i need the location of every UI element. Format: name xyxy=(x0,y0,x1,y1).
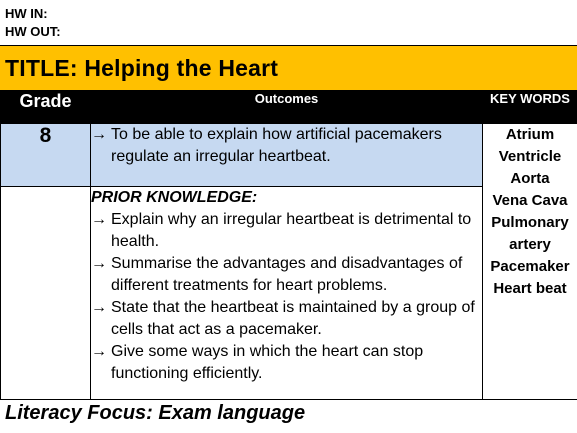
outcome-text: To be able to explain how artificial pacemakers regulate an irregular heartbeat. xyxy=(111,126,442,165)
outcomes-table xyxy=(0,90,577,400)
page-title: TITLE: Helping the Heart xyxy=(5,55,279,81)
hw-out-label: HW OUT: xyxy=(5,24,61,39)
grade-row xyxy=(1,124,577,187)
prior-knowledge-item: Explain why an irregular heartbeat is detrimental to health. xyxy=(111,211,472,250)
key-word: Heart beat xyxy=(493,280,567,297)
outcomes-header: Outcomes xyxy=(91,91,483,124)
list-item xyxy=(91,209,482,253)
grade-value: 8 xyxy=(1,124,91,187)
prior-knowledge-item: Summarise the advantages and disadvantages of different treatments for heart problems. xyxy=(111,255,463,294)
prior-knowledge-cell xyxy=(91,187,483,400)
list-item xyxy=(91,253,482,297)
arrow-icon: → xyxy=(91,299,107,316)
key-word: Pulmonary xyxy=(491,214,569,231)
list-item xyxy=(91,341,482,385)
grade-outcome xyxy=(91,124,483,187)
arrow-icon: → xyxy=(91,343,107,360)
prior-knowledge-item: Give some ways in which the heart can stop functioning efficiently. xyxy=(111,343,424,382)
literacy-focus: Literacy Focus: Exam language xyxy=(5,402,306,424)
key-word: Aorta xyxy=(510,170,550,187)
table-header-row xyxy=(1,91,577,124)
prior-knowledge-heading: PRIOR KNOWLEDGE: xyxy=(91,189,258,206)
key-word: artery xyxy=(509,236,551,253)
key-word: Atrium xyxy=(505,126,555,143)
key-word: Vena Cava xyxy=(492,192,568,209)
prior-knowledge-item: State that the heartbeat is maintained by a group of cells that act as a pacemaker. xyxy=(111,299,475,338)
key-words-list xyxy=(483,124,577,400)
key-word: Ventricle xyxy=(498,148,562,165)
title-bar xyxy=(0,45,577,90)
arrow-icon: → xyxy=(91,126,107,143)
grade-header: Grade xyxy=(1,91,91,124)
arrow-icon: → xyxy=(91,255,107,272)
empty-grade-cell xyxy=(1,187,91,400)
list-item xyxy=(91,297,482,341)
key-word: Pacemaker xyxy=(490,258,570,275)
hw-in-label: HW IN: xyxy=(5,6,48,21)
arrow-icon: → xyxy=(91,211,107,228)
key-words-header: KEY WORDS xyxy=(483,91,577,124)
